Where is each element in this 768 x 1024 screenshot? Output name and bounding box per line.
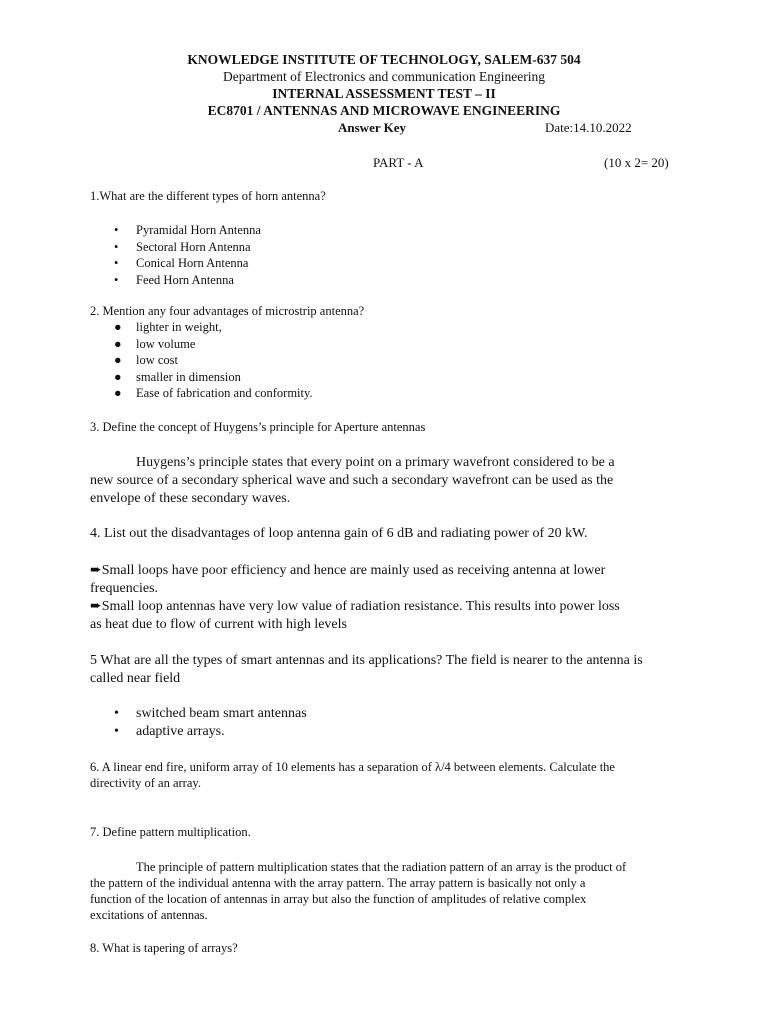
list-item: ● smaller in dimension bbox=[114, 369, 241, 384]
answer-line: function of the location of antennas in array but also the function of amplitudes of relative complex bbox=[90, 892, 587, 906]
institute-name: KNOWLEDGE INSTITUTE OF TECHNOLOGY, SALEM-637 504 bbox=[187, 52, 581, 67]
answer-line: ➨Small loops have poor efficiency and hence are mainly used as receiving antenna at lower bbox=[90, 563, 606, 578]
question-8: 8. What is tapering of arrays? bbox=[90, 941, 238, 955]
arrow-icon: ➨ bbox=[90, 599, 102, 614]
answer-line: ➨Small loop antennas have very low value of radiation resistance. This results into power loss bbox=[90, 599, 620, 614]
question-2: 2. Mention any four advantages of microstrip antenna? bbox=[90, 304, 365, 318]
answer-line: envelope of these secondary waves. bbox=[90, 491, 291, 506]
test-title: INTERNAL ASSESSMENT TEST – II bbox=[272, 86, 496, 101]
course-title: EC8701 / ANTENNAS AND MICROWAVE ENGINEERING bbox=[207, 103, 561, 118]
question-1: 1.What are the different types of horn antenna? bbox=[90, 189, 326, 203]
list-item: • adaptive arrays. bbox=[114, 723, 225, 739]
list-item: • Conical Horn Antenna bbox=[114, 256, 249, 270]
part-title: PART - A bbox=[373, 155, 424, 170]
list-item: • Pyramidal Horn Antenna bbox=[114, 223, 261, 237]
arrow-icon: ➨ bbox=[90, 563, 102, 578]
answer-line: excitations of antennas. bbox=[90, 908, 208, 922]
part-marks: (10 x 2= 20) bbox=[604, 155, 669, 170]
question-6: 6. A linear end fire, uniform array of 10 elements has a separation of λ/4 between elements. Calculate the directivity of an array. bbox=[90, 760, 615, 790]
test-date: Date:14.10.2022 bbox=[545, 120, 632, 135]
list-item: ● low cost bbox=[114, 353, 179, 367]
answer-line: frequencies. bbox=[90, 581, 159, 596]
list-item: • Feed Horn Antenna bbox=[114, 272, 234, 287]
q2-answer-list bbox=[112, 319, 313, 402]
answer-line: new source of a secondary spherical wave and such a secondary wavefront can be used as the bbox=[90, 473, 614, 488]
list-item: ● Ease of fabrication and conformity. bbox=[114, 386, 313, 400]
q5-answer-list bbox=[112, 705, 307, 740]
list-item: ● low volume bbox=[114, 336, 196, 351]
q4-answer bbox=[90, 562, 620, 634]
q1-answer-list bbox=[112, 222, 261, 288]
department-name: Department of Electronics and communication Engineering bbox=[222, 69, 546, 84]
list-item: • Sectoral Horn Antenna bbox=[114, 239, 251, 254]
answer-line: The principle of pattern multiplication states that the radiation pattern of an array is the product of bbox=[136, 860, 627, 874]
question-4: 4. List out the disadvantages of loop antenna gain of 6 dB and radiating power of 20 kW. bbox=[90, 526, 588, 541]
list-item: ● lighter in weight, bbox=[114, 320, 222, 334]
question-3: 3. Define the concept of Huygens’s principle for Aperture antennas bbox=[90, 420, 426, 434]
question-7: 7. Define pattern multiplication. bbox=[90, 825, 251, 839]
answer-line: as heat due to flow of current with high levels bbox=[90, 617, 347, 632]
answer-line: the pattern of the individual antenna with the array pattern. The array pattern is basically not only a bbox=[90, 876, 586, 890]
list-item: • switched beam smart antennas bbox=[114, 706, 307, 721]
question-5: 5 What are all the types of smart antennas and its applications? The field is nearer to the antenna is called near field bbox=[90, 653, 643, 686]
q7-answer bbox=[90, 859, 626, 923]
q3-answer bbox=[90, 454, 615, 508]
answer-key-label: Answer Key bbox=[338, 120, 407, 135]
answer-line: Huygens’s principle states that every point on a primary wavefront considered to be a bbox=[136, 455, 615, 470]
